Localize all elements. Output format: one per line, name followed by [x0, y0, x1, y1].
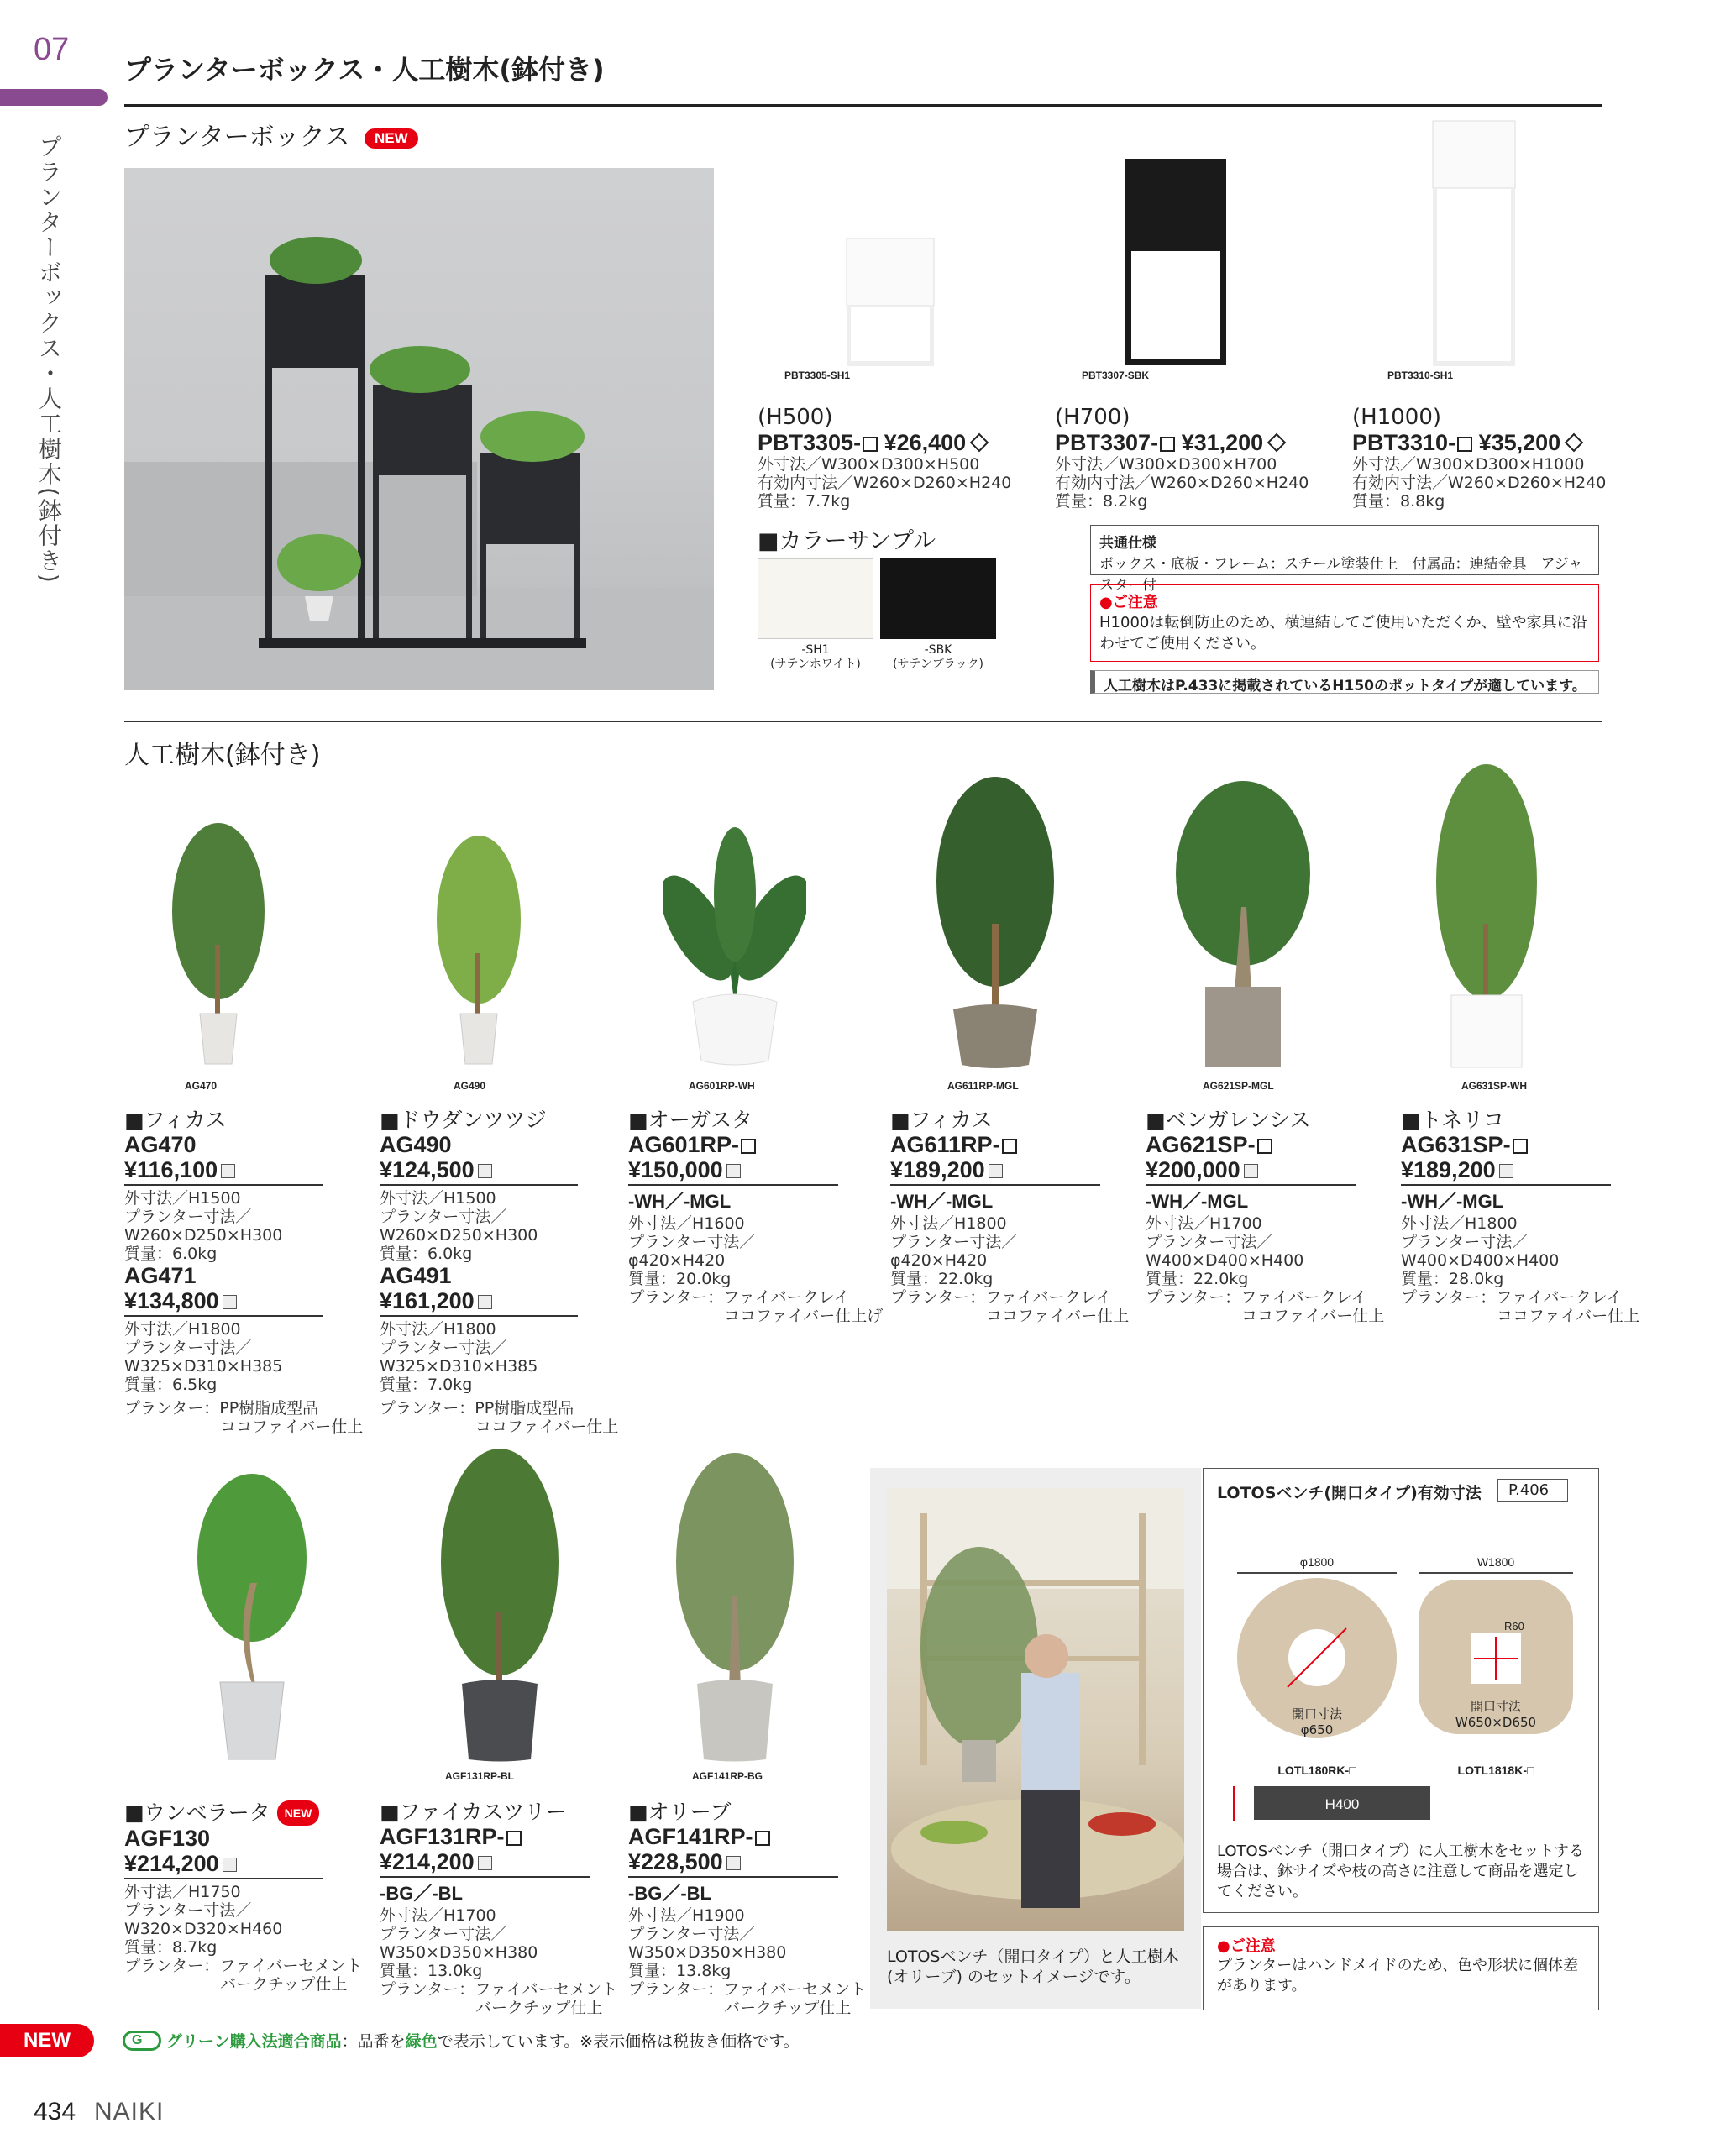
product-spec: 外寸法／W300×D300×H700	[1055, 455, 1277, 474]
tree-caption: AGF131RP-BL	[445, 1770, 515, 1782]
product-spec: 有効内寸法／W260×D260×H240	[1055, 474, 1309, 492]
tree-product-ag611: ■フィカス AG611RP- ¥189,200 -WH／-MGL 外寸法／H1800 プランター寸法／ φ420×H420 質量：22.0kg プランター：ファイバークレイ ココファイバー仕上	[890, 1108, 1130, 1325]
product-spec: 質量：7.7kg	[758, 492, 851, 511]
chapter-tab	[0, 89, 108, 106]
square-dim-label: W1800	[1476, 1555, 1515, 1569]
tree-product-ag601: ■オーガスタ AG601RP- ¥150,000 -WH／-MGL 外寸法／H1600 プランター寸法／ φ420×H420 質量：20.0kg プランター：ファイバークレイ ココファイバー仕上げ	[628, 1108, 884, 1325]
product-caption: PBT3307-SBK	[1082, 370, 1150, 381]
tree-image-ag621	[1167, 773, 1319, 1071]
tree-product-agf141: ■オリーブ AGF141RP- ¥228,500 -BG／-BL 外寸法／H1900 プランター寸法／ W350×D350×H380 質量：13.8kg プランター：ファイバーセメント バークチップ仕上	[628, 1800, 867, 2017]
tree-caption: AGF141RP-BG	[692, 1770, 763, 1782]
tree-product-agf130: ■ウンベラータ NEW AGF130 ¥214,200 外寸法／H1750 プランター寸法／ W320×D320×H460 質量：8.7kg プランター：ファイバーセメント バークチップ仕上	[124, 1800, 363, 1994]
color-label-sbk: -SBK (サテンブラック)	[893, 643, 983, 671]
common-spec-box	[1090, 525, 1599, 594]
product-price: ¥31,200	[1181, 430, 1264, 455]
footer-green-note: G グリーン購入法適合商品：品番を緑色で表示しています。※表示価格は税抜き価格です。	[123, 2029, 800, 2052]
green-mark-icon: G	[123, 2031, 161, 2051]
caution-box	[1090, 584, 1599, 662]
tree-caption: AG490	[454, 1080, 486, 1092]
page-number: 434	[34, 2098, 76, 2125]
tree-image-ag611	[924, 773, 1067, 1071]
tree-image-ag490	[420, 819, 538, 1071]
product-price: ¥26,400	[884, 430, 967, 455]
caution-title: ●ご注意	[1099, 594, 1158, 611]
pbt-column-3	[1352, 370, 1621, 511]
color-swatch-sbk	[880, 558, 996, 639]
product-price: ¥35,200	[1478, 430, 1561, 455]
tree-product-agf131: ■ファイカスツリー AGF131RP- ¥214,200 -BG／-BL 外寸法／H1700 プランター寸法／ W350×D350×H380 質量：13.0kg プランター：ファイバーセメント バークチップ仕上	[380, 1800, 618, 2017]
tree-image-ag470	[160, 819, 277, 1071]
product-spec: 外寸法／W300×D300×H1000	[1352, 455, 1585, 474]
lotos-dimension-box	[1203, 1468, 1599, 1913]
tree-caption: AG631SP-WH	[1461, 1080, 1528, 1092]
section-title-planter: プランターボックス NEW	[124, 116, 418, 153]
product-caption: PBT3310-SH1	[1387, 370, 1454, 381]
planter-note: 人工樹木はP.433に掲載されているH150のポットタイプが適しています。	[1090, 670, 1599, 694]
tree-image-agf130	[185, 1465, 319, 1764]
tree-caption: AG601RP-WH	[689, 1080, 755, 1092]
product-code: PBT3310- ¥35,200	[1352, 430, 1621, 455]
product-spec: 有効内寸法／W260×D260×H240	[758, 474, 1012, 492]
tree-product-ag621: ■ベンガレンシス AG621SP- ¥200,000 -WH／-MGL 外寸法／H1700 プランター寸法／ W400×D400×H400 質量：22.0kg プランター：ファイバークレイ ココファイバー仕上	[1146, 1108, 1385, 1325]
caution-text: H1000は転倒防止のため、横連結してご使用いただくか、壁や家具に沿わせてご使用ください。	[1099, 614, 1587, 653]
common-spec-title: 共通仕様	[1099, 535, 1156, 552]
product-spec: 質量：8.2kg	[1055, 492, 1148, 511]
product-spec: 質量：8.8kg	[1352, 492, 1445, 511]
tree-caption: AG621SP-MGL	[1203, 1080, 1274, 1092]
color-swatch-sh1	[758, 558, 873, 639]
title-rule	[124, 104, 1602, 107]
planter-photo	[124, 168, 714, 690]
lotos-box-title: LOTOSベンチ(開口タイプ)有効寸法	[1217, 1484, 1482, 1502]
pbt-column-1	[758, 370, 1043, 511]
tree-image-agf141	[663, 1444, 806, 1764]
round-open-label: 開口寸法	[1291, 1706, 1343, 1722]
product-spec: 有効内寸法／W260×D260×H240	[1352, 474, 1607, 492]
product-caption: PBT3305-SH1	[784, 370, 851, 381]
lotos-photo-caption: LOTOSベンチ（開口タイプ）と人工樹木 (オリーブ) のセットイメージです。	[887, 1947, 1179, 1986]
round-dim-label: φ1800	[1299, 1555, 1335, 1569]
product-code: PBT3307- ¥31,200	[1055, 430, 1340, 455]
new-badge: NEW	[365, 128, 418, 149]
tree-image-ag601	[663, 810, 806, 1071]
section-title-trees: 人工樹木(鉢付き)	[124, 741, 321, 770]
product-height: (H500)	[758, 405, 833, 430]
height-label: H400	[1324, 1796, 1360, 1812]
footer-brand: NAIKI	[94, 2098, 165, 2125]
side-title: プランターボックス・人工樹木(鉢付き)	[35, 134, 63, 584]
lotos-photo	[887, 1488, 1184, 1931]
square-open-dim: W650×D650	[1455, 1715, 1537, 1730]
round-open-dim: φ650	[1300, 1722, 1334, 1738]
tree-caption: AG611RP-MGL	[947, 1080, 1019, 1092]
tree-product-ag470: ■フィカス AG470 ¥116,100 外寸法／H1500 プランター寸法／ W260×D250×H300 質量：6.0kg AG471 ¥134,800 外寸法／H1800 プランター寸法／ W325×D310×H385 質量：6.5kg プランター：PP樹脂成型品 ココファイバー仕上	[124, 1108, 364, 1436]
product-image-pbt3307	[1117, 155, 1235, 370]
page-title: プランターボックス・人工樹木(鉢付き)	[124, 54, 605, 86]
section-divider	[124, 721, 1602, 722]
caution-text: プランターはハンドメイドのため、色や形状に個体差があります。	[1217, 1957, 1579, 1994]
product-code: PBT3305- ¥26,400	[758, 430, 1043, 455]
product-height: (H1000)	[1352, 405, 1442, 430]
square-open-label: 開口寸法	[1470, 1699, 1522, 1714]
square-code: LOTL1818K-□	[1457, 1764, 1534, 1777]
square-diag-label: R60	[1504, 1620, 1524, 1633]
lotos-photo-panel	[870, 1468, 1201, 2009]
common-spec-text: ボックス・底板・フレーム：スチール塗装仕上 付属品：連結金具 アジャスター付	[1099, 556, 1583, 594]
product-image-pbt3305	[840, 235, 941, 370]
new-badge: NEW	[277, 1800, 320, 1826]
lotos-page-ref: P.406	[1497, 1479, 1568, 1502]
caution-title: ●ご注意	[1217, 1937, 1276, 1955]
color-label-sh1: -SH1 (サテンホワイト)	[770, 643, 861, 671]
lotos-caution-box	[1203, 1926, 1599, 2010]
product-image-pbt3310	[1428, 118, 1520, 370]
footer-new-badge: NEW	[0, 2024, 94, 2057]
tree-image-agf131	[428, 1444, 571, 1764]
tree-caption: AG470	[185, 1080, 218, 1092]
tree-product-ag490: ■ドウダンツツジ AG490 ¥124,500 外寸法／H1500 プランター寸法／ W260×D250×H300 質量：6.0kg AG491 ¥161,200 外寸法／H1800 プランター寸法／ W325×D310×H385 質量：7.0kg プランター：PP樹脂成型品 ココファイバー仕上	[380, 1108, 619, 1436]
tree-image-ag631	[1419, 756, 1554, 1071]
product-height: (H700)	[1055, 405, 1130, 430]
product-spec: 外寸法／W300×D300×H500	[758, 455, 980, 474]
chapter-number: 07	[34, 32, 70, 67]
round-code: LOTL180RK-□	[1277, 1764, 1356, 1777]
tree-product-ag631: ■トネリコ AG631SP- ¥189,200 -WH／-MGL 外寸法／H1800 プランター寸法／ W400×D400×H400 質量：28.0kg プランター：ファイバークレイ ココファイバー仕上	[1401, 1108, 1640, 1325]
pbt-column-2	[1055, 370, 1340, 511]
lotos-description: LOTOSベンチ（開口タイプ）に人工樹木をセットする場合は、鉢サイズや枝の高さに注意して商品を選定してください。	[1217, 1842, 1584, 1900]
color-sample-title: ■カラーサンプル	[758, 528, 936, 554]
